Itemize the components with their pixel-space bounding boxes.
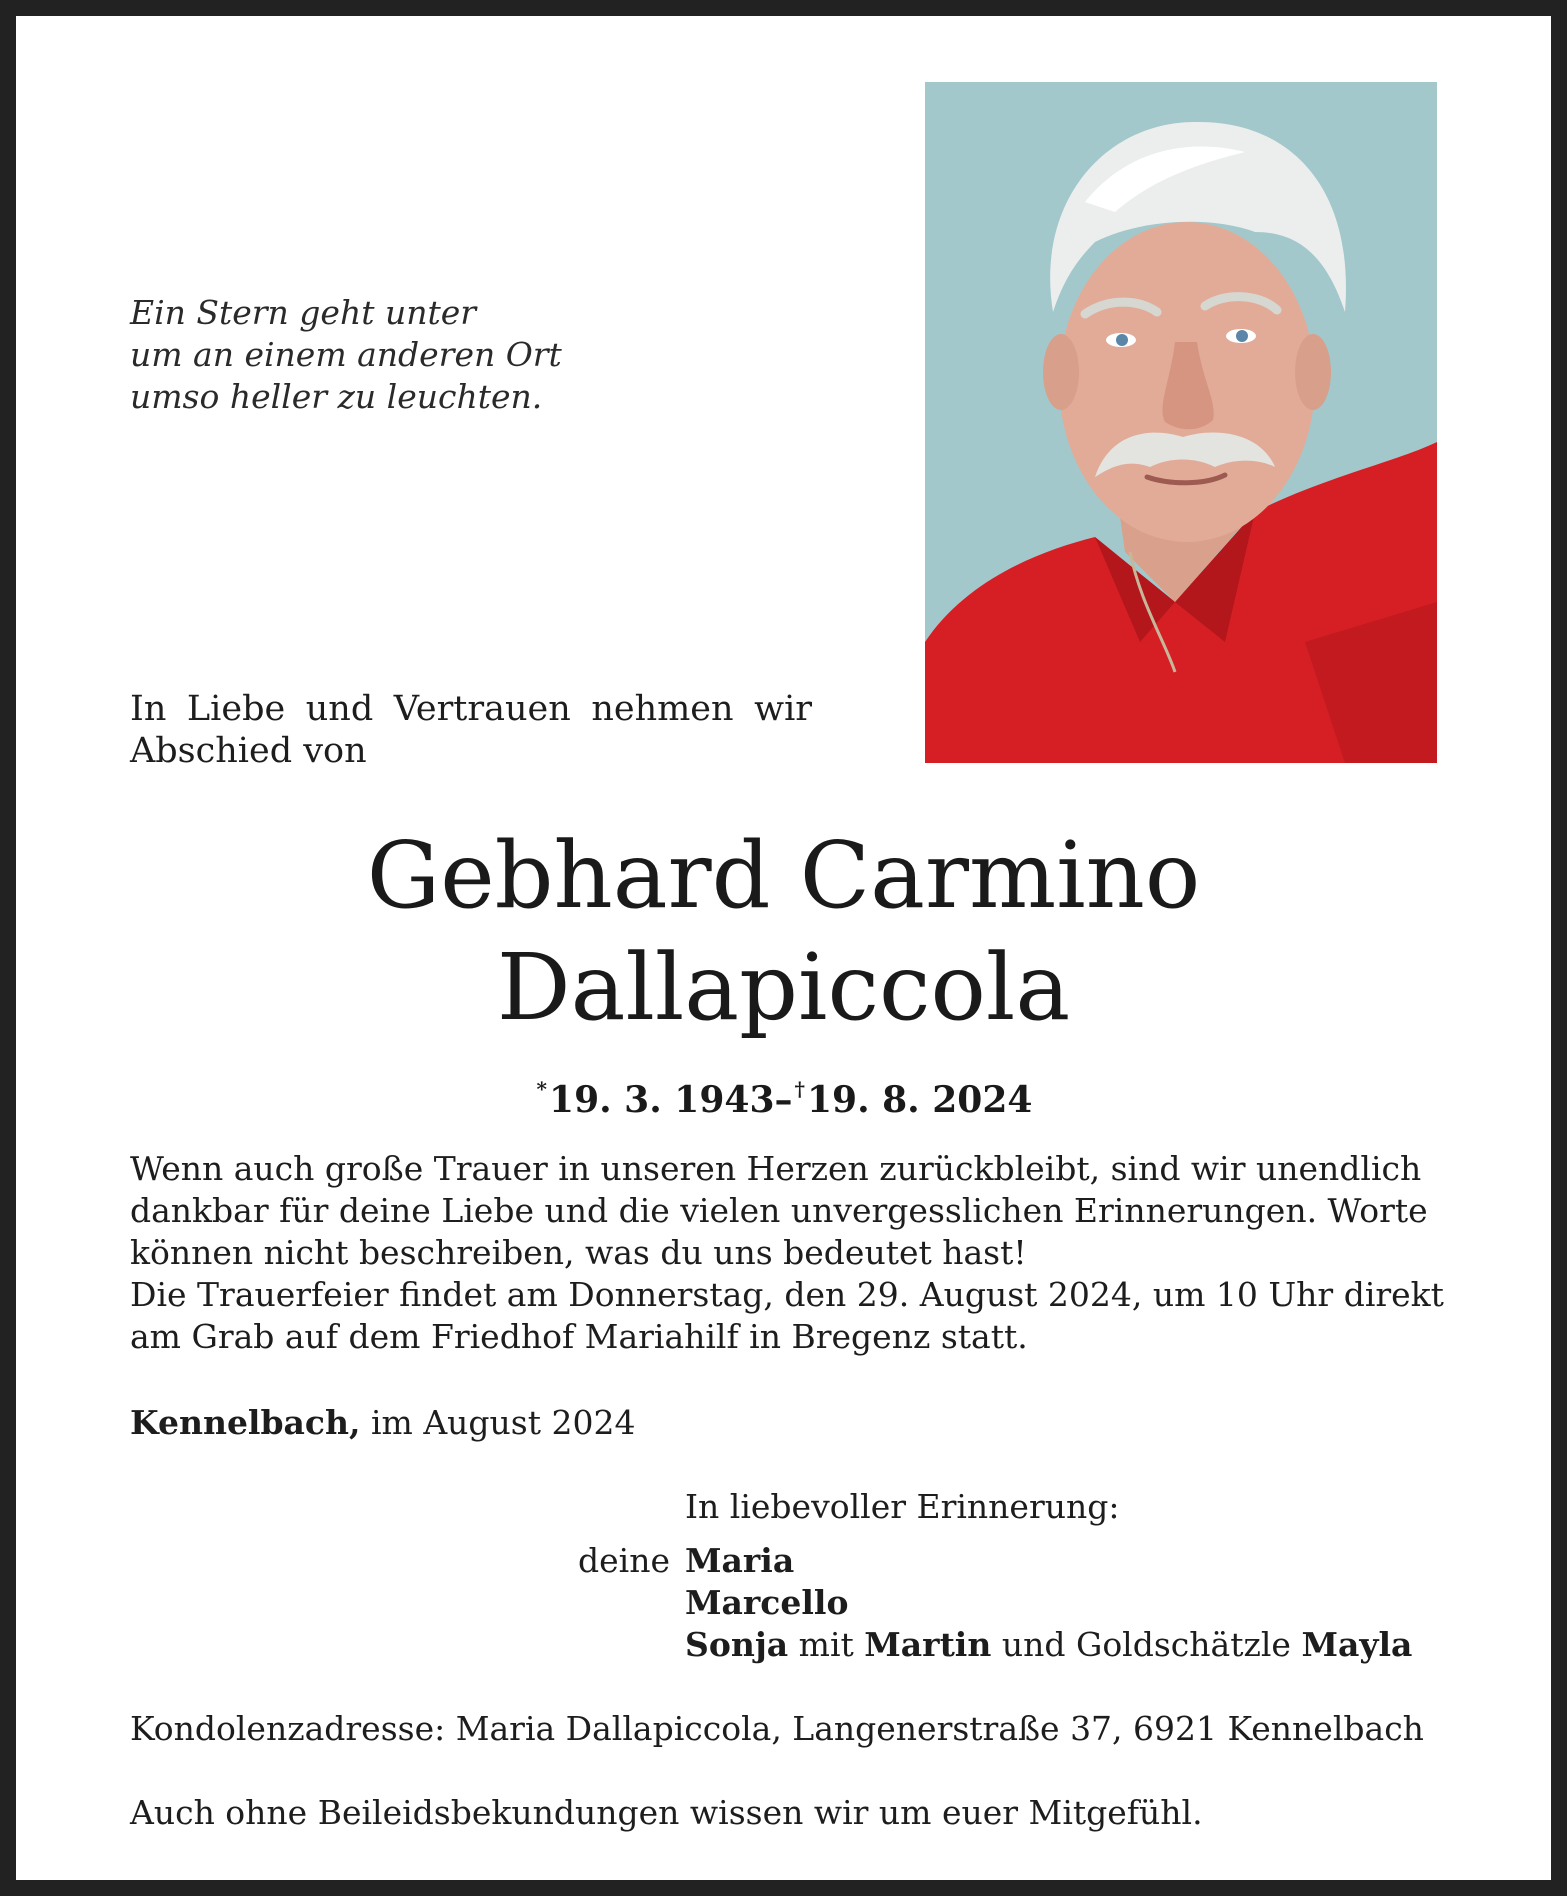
date-separator: – [774,1079,793,1121]
memorial-quote [130,292,690,418]
family-connector: mit [788,1625,865,1664]
condolence-address: Kondolenzadresse: Maria Dallapiccola, Langenerstraße 37, 6921 Kennelbach [130,1709,1424,1748]
place-date: im August 2024 [360,1403,636,1442]
quote-line-3: umso heller zu leuchten. [130,377,543,416]
intro-line-2: Abschied von [130,731,367,771]
farewell-intro [130,688,812,772]
quote-line-1: Ein Stern geht unter [130,293,477,332]
life-dates [180,1067,1387,1122]
body-line-4: Die Trauerfeier findet am Donnerstag, den 29. August 2024, um 10 Uhr direkt [130,1275,1444,1314]
family-list [685,1540,1445,1666]
birth-symbol: * [536,1077,548,1101]
place-town: Kennelbach, [130,1403,361,1442]
death-date: 19. 8. 2024 [806,1079,1033,1121]
name-line-2: Dallapiccola [496,934,1071,1041]
family-member [685,1540,1445,1582]
family-partner-name: Martin [864,1625,992,1664]
closing-note: Auch ohne Beileidsbekundungen wissen wir um euer Mitgefühl. [130,1793,1203,1832]
family-member-name: Sonja [685,1625,789,1664]
family-child-name: Mayla [1301,1625,1413,1664]
death-symbol: † [794,1077,805,1101]
family-prefix: deine [578,1541,670,1580]
portrait-photo [925,82,1437,763]
body-line-1: Wenn auch große Trauer in unseren Herzen zurückbleibt, sind wir unendlich [130,1149,1422,1188]
body-line-2: dankbar für deine Liebe und die vielen unvergesslichen Erinnerungen. Worte [130,1191,1428,1230]
body-line-3: können nicht beschreiben, was du uns bedeutet hast! [130,1233,1027,1272]
obituary-body-text [130,1148,1444,1358]
family-member [685,1582,1445,1624]
family-member [685,1624,1445,1666]
family-member-name: Maria [685,1541,795,1580]
intro-line-1: In Liebe und Vertrauen nehmen wir [130,689,812,729]
memory-heading: In liebevoller Erinnerung: [685,1487,1120,1526]
place-and-date [130,1402,1030,1444]
quote-line-2: um an einem anderen Ort [130,335,562,374]
family-connector: und Goldschätzle [991,1625,1302,1664]
birth-date: 19. 3. 1943 [549,1079,775,1121]
body-line-5: am Grab auf dem Friedhof Mariahilf in Bregenz statt. [130,1317,1028,1356]
family-member-name: Marcello [685,1583,849,1622]
deceased-name [180,820,1387,1044]
name-line-1: Gebhard Carmino [366,822,1201,929]
